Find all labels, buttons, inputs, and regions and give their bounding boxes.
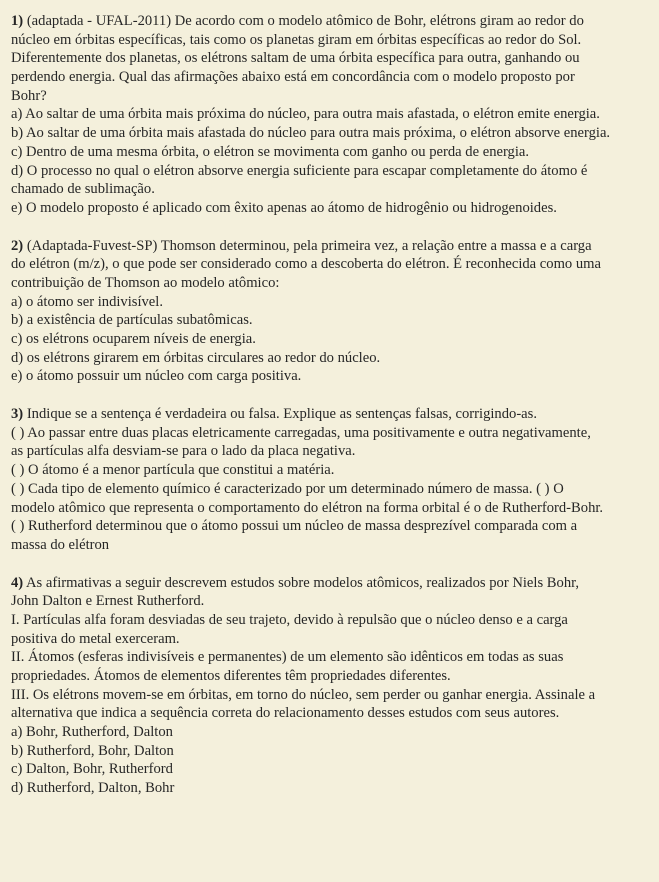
statement-line: ( ) Cada tipo de elemento químico é caracterizado por um determinado número de massa. ( ) O bbox=[11, 480, 564, 497]
option-c: c) Dalton, Bohr, Rutherford bbox=[11, 761, 173, 778]
statement-line: massa do elétron bbox=[11, 536, 110, 553]
option-e: e) o átomo possuir um núcleo com carga positiva. bbox=[11, 368, 302, 385]
question-1-line: 1) (adaptada - UFAL-2011) De acordo com o modelo atômico de Bohr, elétrons giram ao redor do bbox=[11, 13, 584, 29]
statement-i-cont: positiva do metal exerceram. bbox=[11, 630, 180, 647]
question-3 bbox=[11, 405, 659, 555]
statement-line: ( ) O átomo é a menor partícula que constitui a matéria. bbox=[11, 462, 335, 479]
option-d: d) os elétrons girarem em órbitas circulares ao redor do núcleo. bbox=[11, 349, 381, 366]
option-d: d) O processo no qual o elétron absorve energia suficiente para escapar completamente do átomo é bbox=[11, 162, 588, 179]
question-2 bbox=[11, 237, 659, 387]
statement-line: modelo atômico que representa o comportamento do elétron na forma orbital é o de Rutherford-Bohr. bbox=[11, 499, 604, 516]
question-4-line: 4) As afirmativas a seguir descrevem estudos sobre modelos atômicos, realizados por Niels Bohr, bbox=[11, 574, 580, 591]
option-a: a) o átomo ser indivisível. bbox=[11, 293, 163, 310]
statement-iii: III. Os elétrons movem-se em órbitas, em torno do núcleo, sem perder ou ganhar energia. Assinale a bbox=[11, 686, 596, 703]
option-a: a) Bohr, Rutherford, Dalton bbox=[11, 724, 173, 741]
statement-line: as partículas alfa desviam-se para o lado da placa negativa. bbox=[11, 443, 356, 460]
question-1-line: Bohr? bbox=[11, 87, 47, 104]
statement-ii: II. Átomos (esferas indivisíveis e permanentes) de um elemento são idênticos em todas as suas bbox=[11, 649, 564, 666]
question-3-number: 3) bbox=[11, 406, 24, 423]
statement-iii-cont: alternativa que indica a sequência correta do relacionamento desses estudos com seus autores. bbox=[11, 705, 560, 722]
option-b: b) a existência de partículas subatômicas. bbox=[11, 312, 253, 329]
statement-i: I. Partículas alfa foram desviadas de seu trajeto, devido à repulsão que o núcleo denso e a carga bbox=[11, 611, 568, 628]
statement-line: ( ) Ao passar entre duas placas eletricamente carregadas, uma positivamente e outra negativamente, bbox=[11, 424, 591, 441]
option-d-cont: chamado de sublimação. bbox=[11, 181, 155, 198]
question-2-line: contribuição de Thomson ao modelo atômico: bbox=[11, 274, 280, 291]
question-4-number: 4) bbox=[11, 574, 24, 591]
question-4-line: John Dalton e Ernest Rutherford. bbox=[11, 593, 205, 610]
option-b: b) Ao saltar de uma órbita mais afastada do núcleo para outra mais próxima, o elétron absorve energia. bbox=[11, 125, 611, 142]
question-1-line: perdendo energia. Qual das afirmações abaixo está em concordância com o modelo proposto por bbox=[11, 69, 575, 86]
question-2-number: 2) bbox=[11, 237, 24, 254]
question-1-line: Diferentemente dos planetas, os elétrons saltam de uma órbita específica para outra, ganhando ou bbox=[11, 50, 580, 67]
option-d: d) Rutherford, Dalton, Bohr bbox=[11, 780, 175, 797]
option-b: b) Rutherford, Bohr, Dalton bbox=[11, 742, 174, 759]
question-1-number: 1) bbox=[11, 13, 24, 29]
question-2-line: do elétron (m/z), o que pode ser considerado como a descoberta do elétron. É reconhecida como uma bbox=[11, 256, 602, 273]
option-c: c) os elétrons ocuparem níveis de energia. bbox=[11, 331, 256, 347]
question-3-line: 3) Indique se a sentença é verdadeira ou falsa. Explique as sentenças falsas, corrigindo-as. bbox=[11, 406, 537, 423]
option-c: c) Dentro de uma mesma órbita, o elétron se movimenta com ganho ou perda de energia. bbox=[11, 143, 530, 160]
statement-ii-cont: propriedades. Átomos de elementos diferentes têm propriedades diferentes. bbox=[11, 668, 451, 684]
question-2-line: 2) (Adaptada-Fuvest-SP) Thomson determinou, pela primeira vez, a relação entre a massa e a carga bbox=[11, 237, 592, 254]
question-1-line: núcleo em órbitas específicas, tais como os planetas giram em órbitas específicas ao redor do Sol. bbox=[11, 31, 582, 48]
question-1 bbox=[11, 12, 659, 218]
statement-line: ( ) Rutherford determinou que o átomo possui um núcleo de massa desprezível comparada com a bbox=[11, 518, 578, 535]
option-e: e) O modelo proposto é aplicado com êxito apenas ao átomo de hidrogênio ou hidrogenoides. bbox=[11, 199, 557, 216]
option-a: a) Ao saltar de uma órbita mais próxima do núcleo, para outra mais afastada, o elétron emite energia. bbox=[11, 106, 600, 123]
question-4 bbox=[11, 574, 659, 798]
